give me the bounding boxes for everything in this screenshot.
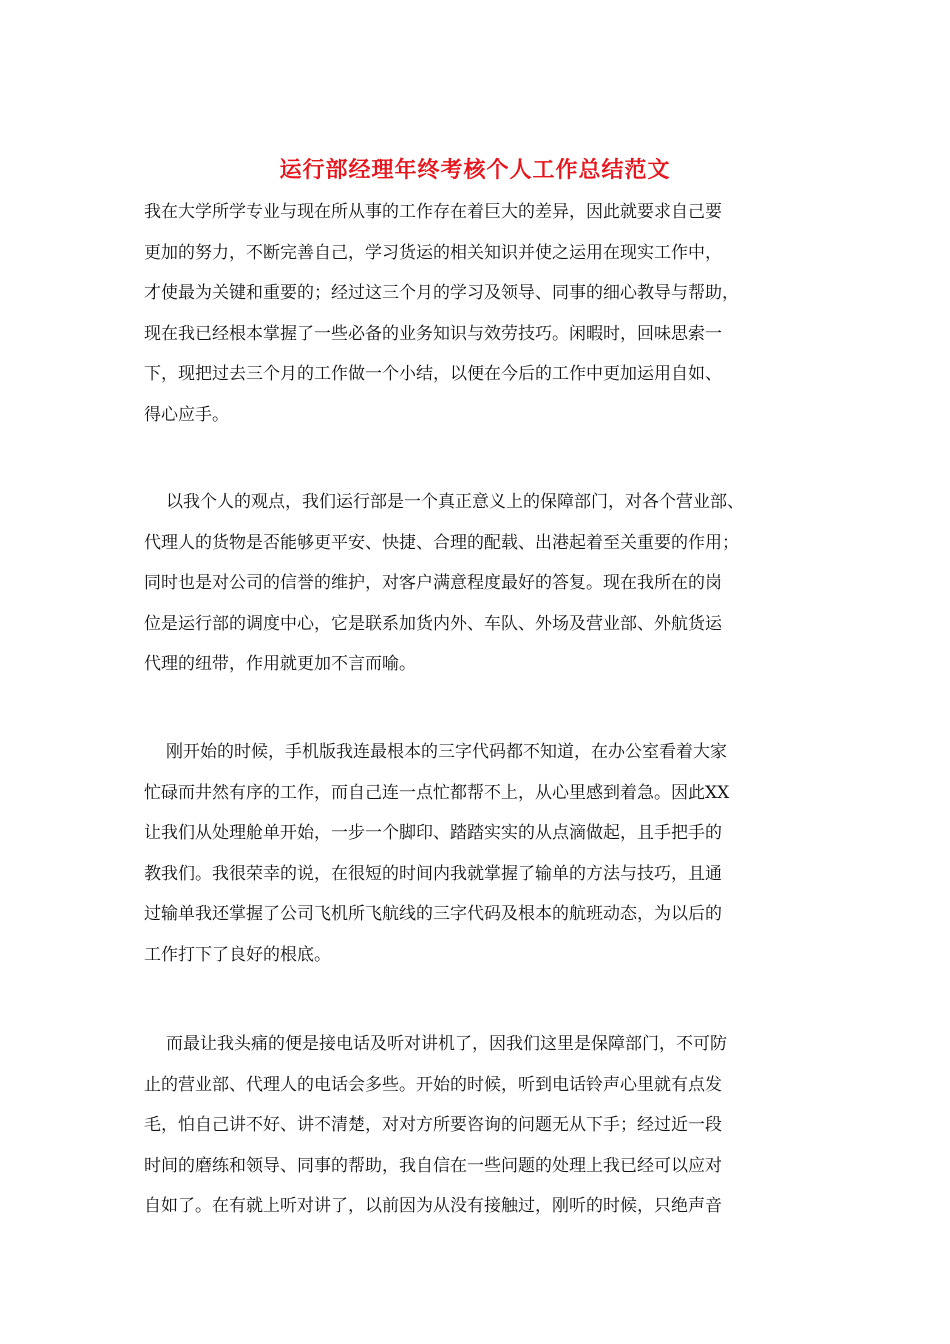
paragraph-line: 而最让我头痛的便是接电话及听对讲机了，因我们这里是保障部门，不可防: [166, 1034, 727, 1054]
paragraph-line: 自如了。在有就上听对讲了，以前因为从没有接触过，刚听的时候，只绝声音: [144, 1196, 722, 1217]
document-title: 运行部经理年终考核个人工作总结范文: [279, 157, 671, 183]
paragraph-line: 让我们从处理舱单开始，一步一个脚印、踏踏实实的从点滴做起，且手把手的: [144, 823, 722, 844]
paragraph-line: 教我们。我很荣幸的说，在很短的时间内我就掌握了输单的方法与技巧，且通: [144, 863, 722, 884]
paragraph-1: [144, 192, 809, 436]
paragraph-line: 工作打下了良好的根底。: [144, 944, 331, 965]
paragraph-line: 位是运行部的调度中心，它是联系加货内外、车队、外场及营业部、外航货运: [144, 613, 722, 634]
paragraph-line: 刚开始的时候，手机版我连最根本的三字代码都不知道，在办公室看着大家: [166, 742, 727, 762]
paragraph-line: 过输单我还掌握了公司飞机所飞航线的三字代码及根本的航班动态，为以后的: [144, 904, 722, 925]
paragraph-line: 才使最为关键和重要的；经过这三个月的学习及领导、同事的细心教导与帮助，: [144, 283, 739, 304]
paragraph-3: [144, 732, 809, 976]
paragraph-line: 代理的纽带，作用就更加不言而喻。: [144, 654, 416, 675]
paragraph-line: 得心应手。: [144, 404, 229, 425]
paragraph-line: 同时也是对公司的信誉的维护，对客户满意程度最好的答复。现在我所在的岗: [144, 573, 722, 594]
paragraph-line: 现在我已经根本掌握了一些必备的业务知识与效劳技巧。闲暇时，回味思索一: [144, 323, 722, 344]
paragraph-2: [144, 482, 809, 685]
paragraph-4: [144, 1024, 809, 1227]
paragraph-line: 毛，怕自己讲不好、讲不清楚，对对方所要咨询的问题无从下手；经过近一段: [144, 1115, 722, 1136]
paragraph-line: 我在大学所学专业与现在所从事的工作存在着巨大的差异，因此就要求自己要: [144, 202, 722, 222]
paragraph-line: 代理人的货物是否能够更平安、快捷、合理的配载、出港起着至关重要的作用；: [144, 532, 739, 553]
paragraph-line: 以我个人的观点，我们运行部是一个真正意义上的保障部门，对各个营业部、: [166, 492, 744, 512]
paragraph-line: 时间的磨练和领导、同事的帮助，我自信在一些问题的处理上我已经可以应对: [144, 1155, 722, 1176]
paragraph-line: 止的营业部、代理人的电话会多些。开始的时候，听到电话铃声心里就有点发: [144, 1074, 722, 1095]
paragraph-line: 更加的努力，不断完善自己，学习货运的相关知识并使之运用在现实工作中，: [144, 242, 722, 263]
paragraph-line: 忙碌而井然有序的工作，而自己连一点忙都帮不上，从心里感到着急。因此XX: [144, 782, 730, 803]
paragraph-line: 下，现把过去三个月的工作做一个小结，以便在今后的工作中更加运用自如、: [144, 364, 722, 385]
